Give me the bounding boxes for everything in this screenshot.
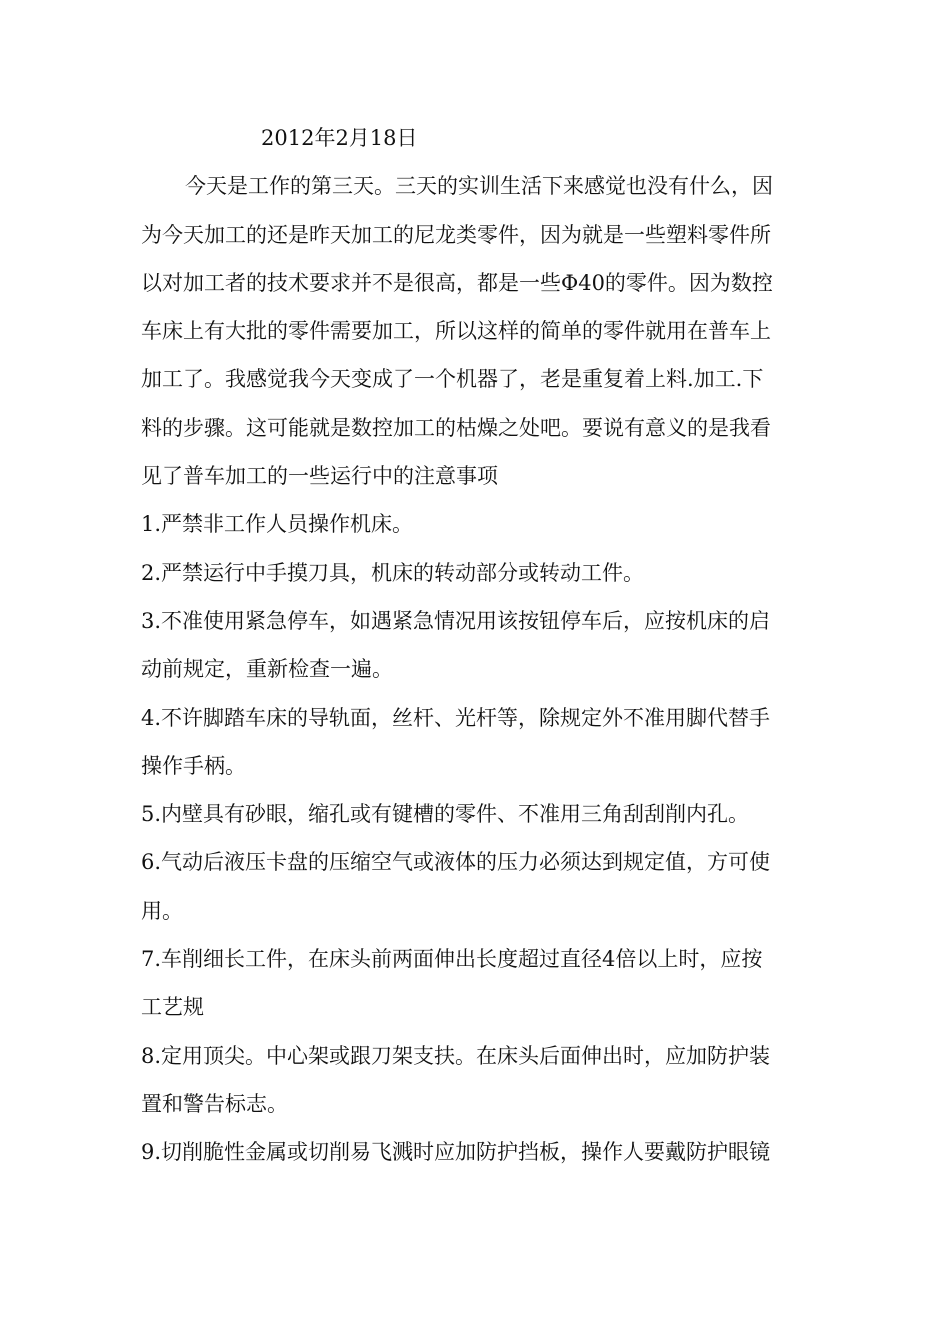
rule-line: 操作手柄。 <box>141 753 246 778</box>
rule-line: 2.严禁运行中手摸刀具，机床的转动部分或转动工件。 <box>141 560 645 585</box>
paragraph-line: 见了普车加工的一些运行中的注意事项 <box>141 464 498 489</box>
paragraph-line: 以对加工者的技术要求并不是很高，都是一些Φ40的零件。因为数控 <box>141 270 773 295</box>
rule-line: 3.不准使用紧急停车，如遇紧急情况用该按钮停车后，应按机床的启 <box>141 608 771 633</box>
intro-paragraph <box>141 162 813 500</box>
paragraph-line: 料的步骤。这可能就是数控加工的枯燥之处吧。要说有意义的是我看 <box>141 415 771 440</box>
paragraph-line: 为今天加工的还是昨天加工的尼龙类零件，因为就是一些塑料零件所 <box>141 222 771 247</box>
safety-rules-list <box>141 500 813 1176</box>
rule-line: 9.切削脆性金属或切削易飞溅时应加防护挡板，操作人要戴防护眼镜 <box>141 1140 771 1165</box>
rule-line: 5.内壁具有砂眼，缩孔或有键槽的零件、不准用三角刮刮削内孔。 <box>141 802 750 827</box>
document-body <box>141 114 813 1177</box>
document-date: 2012年2月18日 <box>261 126 418 150</box>
paragraph-line: 今天是工作的第三天。三天的实训生活下来感觉也没有什么，因 <box>185 174 773 199</box>
rule-line: 工艺规 <box>141 995 204 1020</box>
rule-line: 4.不许脚踏车床的导轨面，丝杆、光杆等，除规定外不准用脚代替手 <box>141 705 771 730</box>
paragraph-line: 车床上有大批的零件需要加工，所以这样的简单的零件就用在普车上 <box>141 319 771 344</box>
rule-line: 7.车削细长工件，在床头前两面伸出长度超过直径4倍以上时，应按 <box>141 947 763 972</box>
paragraph-line: 加工了。我感觉我今天变成了一个机器了，老是重复着上料.加工.下 <box>141 367 764 392</box>
rule-line: 置和警告标志。 <box>141 1091 288 1116</box>
rule-line: 1.严禁非工作人员操作机床。 <box>141 512 414 537</box>
rule-line: 用。 <box>141 898 183 923</box>
rule-line: 8.定用顶尖。中心架或跟刀架支扶。在床头后面伸出时，应加防护装 <box>141 1043 771 1068</box>
rule-line: 6.气动后液压卡盘的压缩空气或液体的压力必须达到规定值，方可使 <box>141 850 771 875</box>
rule-line: 动前规定，重新检查一遍。 <box>141 657 393 682</box>
